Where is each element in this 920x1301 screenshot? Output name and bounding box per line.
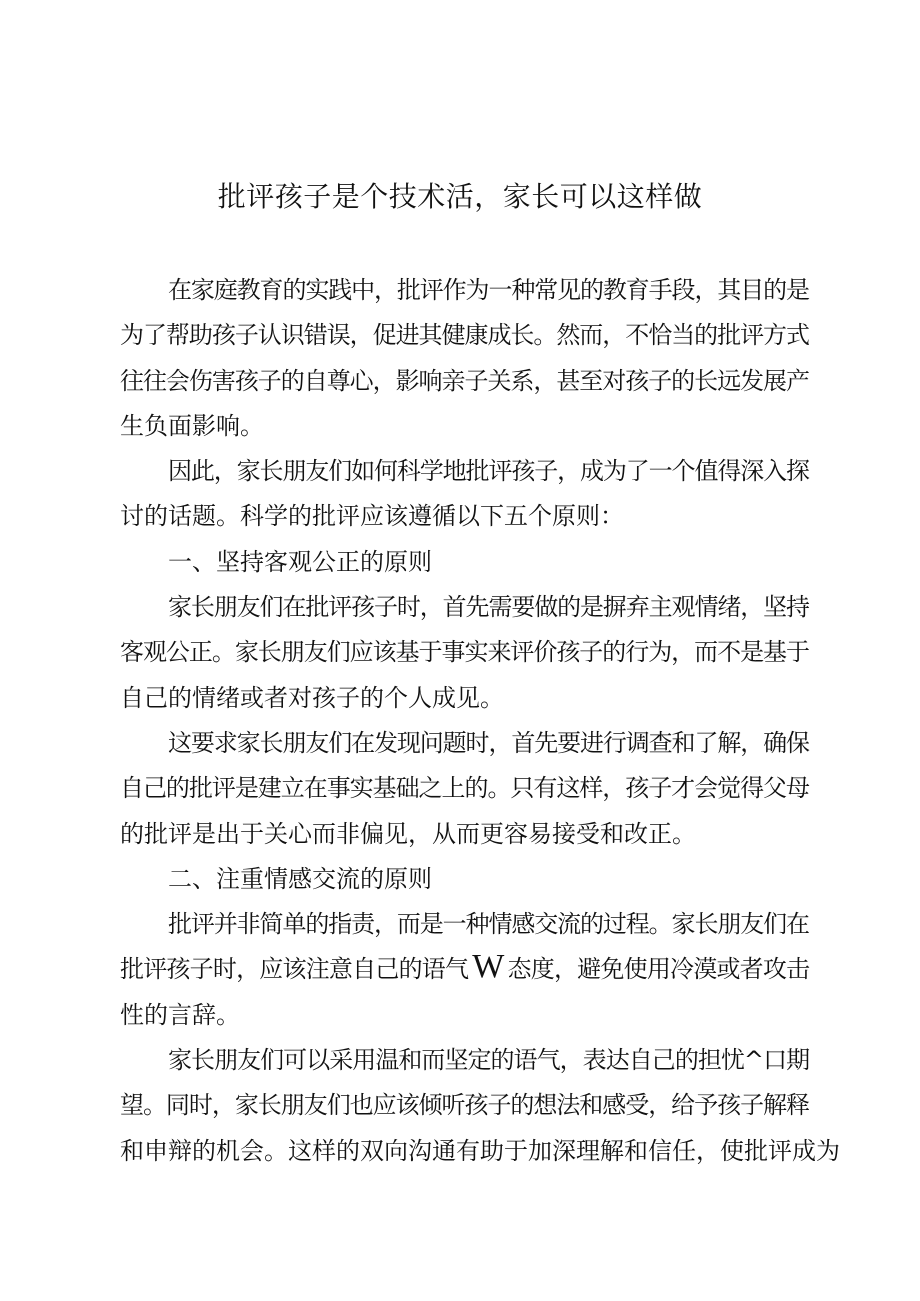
text-line: 和申辩的机会。这样的双向沟通有助于加深理解和信任，使批评成为: [120, 1136, 840, 1165]
text-line: 自己的情绪或者对孩子的个人成见。: [120, 683, 504, 712]
text-line: 这要求家长朋友们在发现问题时，首先要进行调查和了解，确保: [168, 728, 809, 757]
text-line: 在家庭教育的实践中，批评作为一种常见的教育手段，其目的是: [168, 276, 809, 304]
text-line: 的批评是出于关心而非偏见，从而更容易接受和改正。: [120, 819, 696, 848]
text-segment: 态度，避免使用冷漠或者攻击: [507, 955, 810, 984]
text-line: 客观公正。家长朋友们应该基于事实来评价孩子的行为，而不是基于: [120, 638, 809, 667]
section-heading: 一、坚持客观公正的原则: [168, 547, 432, 576]
text-line: 性的言辞。: [120, 1000, 240, 1029]
text-line: 家长朋友们可以采用温和而坚定的语气，表达自己的担忧^口期: [168, 1046, 810, 1075]
text-segment: 批评孩子时，应该注意自己的语气: [120, 955, 469, 984]
document-title: 批评孩子是个技术活，家长可以这样做: [217, 180, 703, 213]
text-line: 因此，家长朋友们如何科学地批评孩子，成为了一个值得深入探: [168, 457, 809, 486]
text-line: 自己的批评是建立在事实基础之上的。只有这样，孩子才会觉得父母: [120, 774, 809, 803]
text-line: [120, 947, 810, 992]
ocr-artifact-w: W: [472, 948, 504, 986]
text-line: 批评并非简单的指责，而是一种情感交流的过程。家长朋友们在: [168, 910, 809, 939]
text-line: 为了帮助孩子认识错误，促进其健康成长。然而，不恰当的批评方式: [120, 321, 809, 350]
text-line: 生负面影响。: [120, 411, 264, 440]
section-heading: 二、注重情感交流的原则: [168, 864, 432, 893]
text-line: 家长朋友们在批评孩子时，首先需要做的是摒弃主观情绪，坚持: [168, 593, 809, 622]
document-body: [120, 268, 840, 1174]
text-line: 往往会伤害孩子的自尊心，影响亲子关系，甚至对孩子的长远发展产: [120, 366, 809, 395]
text-line: 望。同时，家长朋友们也应该倾听孩子的想法和感受，给予孩子解释: [120, 1091, 809, 1120]
text-line: 讨的话题。科学的批评应该遵循以下五个原则：: [120, 502, 624, 531]
